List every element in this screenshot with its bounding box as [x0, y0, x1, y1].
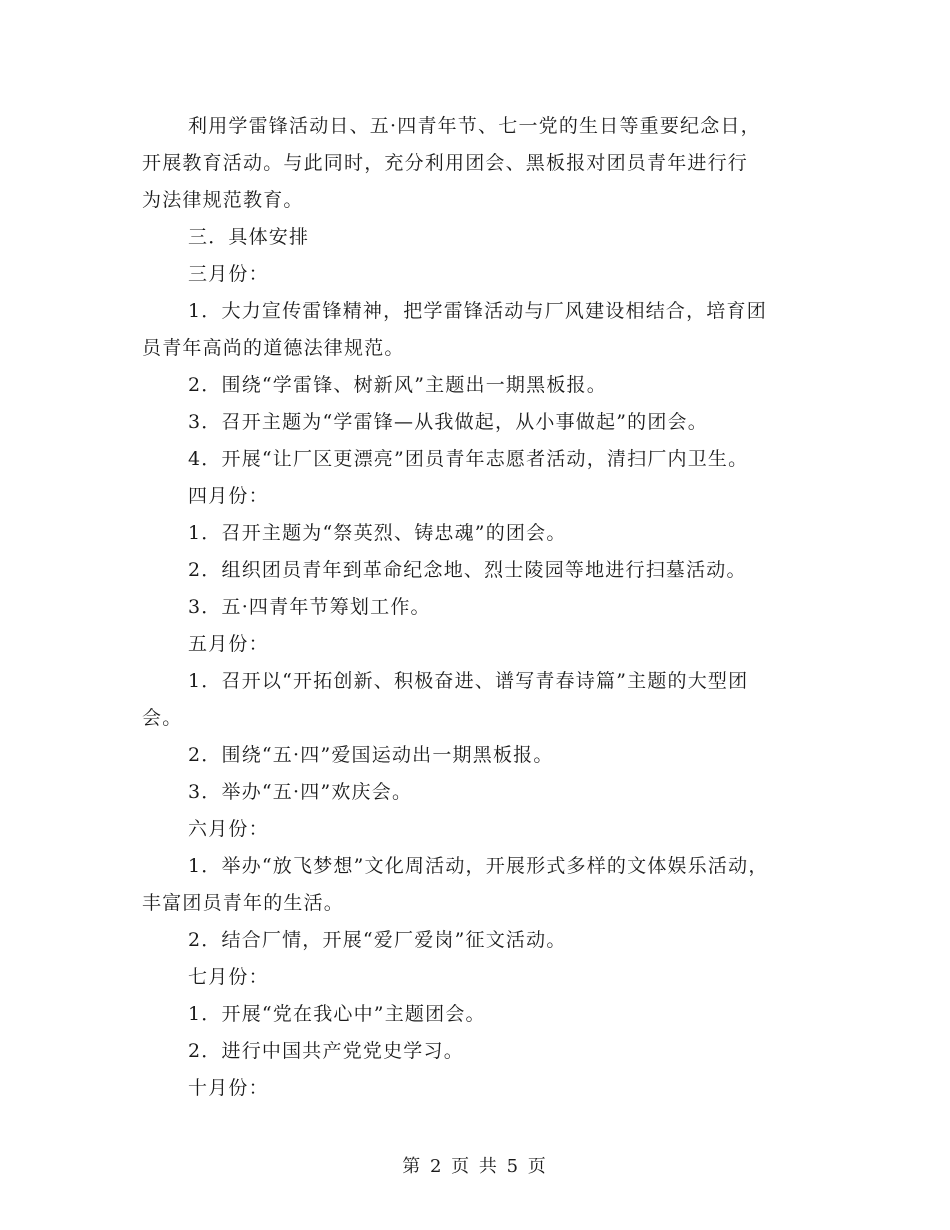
- list-item: 1．召开主题为“祭英烈、铸忠魂”的团会。: [188, 522, 567, 544]
- paragraph-line: 开展教育活动。与此同时，充分利用团会、黑板报对团员青年进行行: [142, 152, 749, 174]
- list-item-continuation: 员青年高尚的道德法律规范。: [142, 337, 405, 359]
- list-item: 2．结合厂情，开展“爱厂爱岗”征文活动。: [188, 929, 567, 951]
- list-item: 1．大力宣传雷锋精神，把学雷锋活动与厂风建设相结合，培育团: [188, 300, 767, 322]
- month-heading: 十月份：: [188, 1077, 269, 1099]
- month-heading: 三月份：: [188, 263, 269, 285]
- list-item: 3．召开主题为“学雷锋—从我做起，从小事做起”的团会。: [188, 411, 708, 433]
- list-item: 3．五·四青年节筹划工作。: [188, 596, 431, 618]
- list-item: 2．进行中国共产党党史学习。: [188, 1040, 464, 1062]
- section-heading: 三．具体安排: [188, 226, 310, 248]
- month-heading: 四月份：: [188, 485, 269, 507]
- list-item: 1．召开以“开拓创新、积极奋进、谱写青春诗篇”主题的大型团: [188, 670, 749, 692]
- month-heading: 七月份：: [188, 966, 269, 988]
- list-item: 2．围绕“学雷锋、树新风”主题出一期黑板报。: [188, 374, 607, 396]
- list-item: 3．举办“五·四”欢庆会。: [188, 781, 413, 803]
- month-heading: 六月份：: [188, 818, 269, 840]
- list-item: 4．开展“让厂区更漂亮”团员青年志愿者活动，清扫厂内卫生。: [188, 448, 749, 470]
- list-item: 2．围绕“五·四”爱国运动出一期黑板报。: [188, 744, 554, 766]
- paragraph-line: 利用学雷锋活动日、五·四青年节、七一党的生日等重要纪念日，: [188, 115, 761, 137]
- list-item: 2．组织团员青年到革命纪念地、烈士陵园等地进行扫墓活动。: [188, 559, 747, 581]
- page-number-footer: 第 2 页 共 5 页: [402, 1156, 548, 1177]
- list-item-continuation: 丰富团员青年的生活。: [142, 892, 345, 914]
- document-body: [142, 108, 822, 1107]
- list-item: 1．开展“党在我心中”主题团会。: [188, 1003, 486, 1025]
- list-item: 1．举办“放飞梦想”文化周活动，开展形式多样的文体娱乐活动，: [188, 855, 769, 877]
- list-item-continuation: 会。: [142, 707, 183, 729]
- paragraph-line: 为法律规范教育。: [142, 189, 304, 211]
- month-heading: 五月份：: [188, 633, 269, 655]
